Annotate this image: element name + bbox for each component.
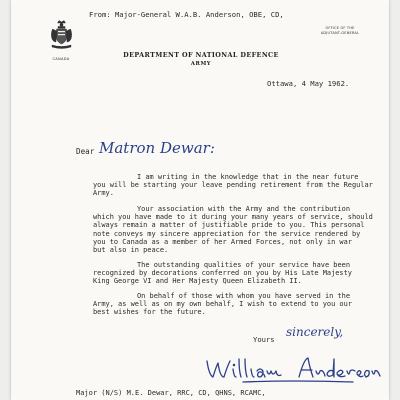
department-title: DEPARTMENT OF NATIONAL DEFENCE <box>123 51 279 59</box>
country-label: CANADA <box>52 57 70 61</box>
canada-coat-of-arms-icon <box>49 19 74 51</box>
closing-typed: Yours <box>253 335 275 344</box>
branch-title: ARMY <box>190 61 212 67</box>
salutation-handwritten-name: Matron Dewar: <box>99 139 215 157</box>
sender-line: From: Major-General W.A.B. Anderson, OBE, CD, <box>89 10 284 19</box>
recipient-line: Major (N/S) M.E. Dewar, RRC, CD, QHNS, RCAMC, <box>76 389 266 397</box>
handwritten-signature <box>203 355 383 385</box>
letter-page <box>11 0 389 400</box>
letter-date: Ottawa, 4 May 1962. <box>267 79 350 88</box>
closing-handwritten: sincerely, <box>286 325 344 339</box>
paragraph-2: Your association with the Army and the contribution which you have made to it during your many years of service, should always remain a matter of justifiable pride to you. This personal note conveys my sincere appreciation for the service rendered by you to Canada as a member of her Armed Forces, not only in war but also in peace. <box>93 205 373 255</box>
office-label <box>304 26 376 37</box>
office-line-2: ADJUTANT-GENERAL <box>320 31 360 36</box>
paragraph-1: I am writing in the knowledge that in the near future you will be starting your leave pending retirement from the Regular Army. <box>93 173 373 198</box>
paragraph-3: The outstanding qualities of your service have been recognized by decorations conferred on you by His Late Majesty King George VI and Her Majesty Queen Elizabeth II. <box>93 261 352 286</box>
salutation: Dear <box>76 147 95 156</box>
office-line-1: OFFICE OF THE <box>325 26 355 30</box>
paragraph-4: On behalf of those with whom you have served in the Army, as well as on my own behalf, I wish to extend to you our best wishes for the future. <box>93 292 352 317</box>
